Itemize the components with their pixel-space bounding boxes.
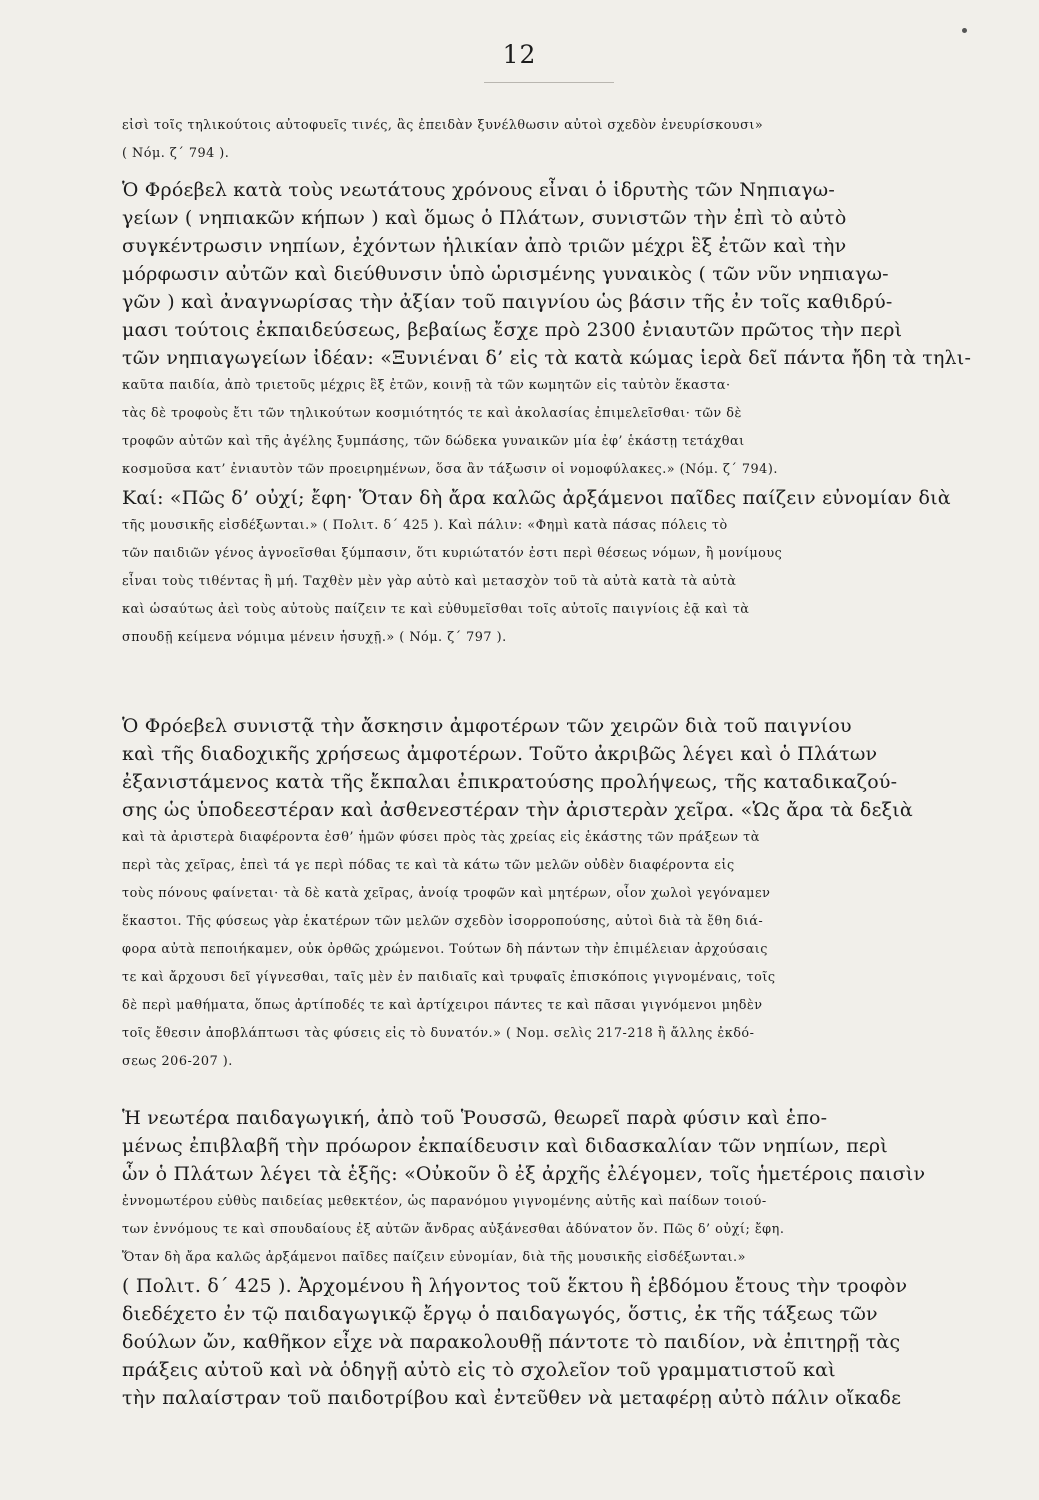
paragraph	[122, 176, 994, 652]
text-line: σπουδῇ κείμενα νόμιμα μένειν ἡσυχῇ.» ( Νόμ. ζ΄ 797 ).	[122, 630, 507, 645]
text-line: ὧν ὁ Πλάτων λέγει τὰ ἑξῆς: «Οὐκοῦν ὃ ἐξ ἀρχῆς ἐλέγομεν, τοῖς ἡμετέροις παισὶν	[122, 1163, 926, 1185]
text-line: πράξεις αὐτοῦ καὶ νὰ ὁδηγῇ αὐτὸ εἰς τὸ σχολεῖον τοῦ γραμματιστοῦ καὶ	[122, 1359, 836, 1381]
text-line: κοσμοῦσα κατ’ ἐνιαυτὸν τῶν προειρημένων, ὅσα ἂν τάξωσιν οἱ νομοφύλακες.» (Νόμ. ζ΄ 794).	[122, 462, 778, 477]
page-number: 12	[502, 40, 537, 69]
text-line: των ἐννόμους τε καὶ σπουδαίους ἐξ αὐτῶν ἄνδρας αὐξάνεσθαι ἀδύνατον ὄν. Πῶς δ’ οὐχί; ἔφη.	[122, 1222, 785, 1237]
text-line: ἐννομωτέρου εὐθὺς παιδείας μεθεκτέον, ὡς παρανόμου γιγνομένης αὐτῆς καὶ παίδων τοιού-	[122, 1194, 767, 1209]
printing-speck	[962, 28, 967, 33]
header-rule	[484, 82, 614, 83]
text-line: καὶ ὡσαύτως ἀεὶ τοὺς αὐτοὺς παίζειν τε καὶ εὐθυμεῖσθαι τοῖς αὐτοῖς παιγνίοις ἐᾷ καὶ τὰ	[122, 602, 750, 617]
text-line: ( Πολιτ. δ΄ 425 ). Ἀρχομένου ἢ λήγοντος τοῦ ἕκτου ἢ ἑβδόμου ἔτους τὴν τροφὸν	[122, 1275, 908, 1297]
text-line: τροφῶν αὐτῶν καὶ τῆς ἀγέλης ξυμπάσης, τῶν δώδεκα γυναικῶν μία ἐφ’ ἑκάστῃ τετάχθαι	[122, 434, 745, 449]
text-line: διεδέχετο ἐν τῷ παιδαγωγικῷ ἔργῳ ὁ παιδαγωγός, ὅστις, ἐκ τῆς τάξεως τῶν	[122, 1303, 878, 1325]
text-line: ἐξανιστάμενος κατὰ τῆς ἔκπαλαι ἐπικρατούσης προλήψεως, τῆς καταδικαζού-	[122, 771, 898, 793]
text-line: τῆς μουσικῆς εἰσδέξωνται.» ( Πολιτ. δ΄ 425 ). Καὶ πάλιν: «Φημὶ κατὰ πάσας πόλεις τὸ	[122, 518, 728, 533]
text-line: καὶ τὰ ἀριστερὰ διαφέροντα ἐσθ’ ἡμῶν φύσει πρὸς τὰς χρείας εἰς ἑκάστης τῶν πράξεων τὰ	[122, 830, 760, 845]
text-line: σεως 206-207 ).	[122, 1054, 233, 1069]
text-line: μόρφωσιν αὐτῶν καὶ διεύθυνσιν ὑπὸ ὡρισμένης γυναικὸς ( τῶν νῦν νηπιαγω-	[122, 263, 889, 285]
text-line: τὰς δὲ τροφοὺς ἔτι τῶν τηλικούτων κοσμιότητός τε καὶ ἀκολασίας ἐπιμελεῖσθαι· τῶν δὲ	[122, 406, 742, 421]
text-line: τῶν παιδιῶν γένος ἀγνοεῖσθαι ξύμπασιν, ὅτι κυριώτατόν ἐστι περὶ θέσεως νόμων, ἢ μονίμους	[122, 546, 783, 561]
text-line: συγκέντρωσιν νηπίων, ἐχόντων ἡλικίαν ἀπὸ τριῶν μέχρι ἓξ ἐτῶν καὶ τὴν	[122, 235, 847, 257]
text-line: εἶναι τοὺς τιθέντας ἢ μή. Ταχθὲν μὲν γὰρ αὐτὸ καὶ μετασχὸν τοῦ τὰ αὐτὰ κατὰ τὰ αὐτὰ	[122, 574, 737, 589]
text-line: ἕκαστοι. Τῆς φύσεως γὰρ ἑκατέρων τῶν μελῶν σχεδὸν ἰσορροπούσης, αὐτοὶ διὰ τὰ ἔθη διά-	[122, 914, 764, 929]
text-line: τοῖς ἔθεσιν ἀποβλάπτωσι τὰς φύσεις εἰς τὸ δυνατόν.» ( Νομ. σελὶς 217-218 ἢ ἄλλης ἐκδό-	[122, 1026, 755, 1041]
paragraph	[122, 712, 994, 1076]
text-line: Ὁ Φρόεβελ συνιστᾷ τὴν ἄσκησιν ἀμφοτέρων τῶν χειρῶν διὰ τοῦ παιγνίου	[122, 715, 852, 737]
text-line: εἰσὶ τοῖς τηλικούτοις αὐτοφυεῖς τινές, ἃς ἐπειδὰν ξυνέλθωσιν αὐτοὶ σχεδὸν ἐνευρίσκουσι»	[122, 118, 764, 133]
text-line: τὴν παλαίστραν τοῦ παιδοτρίβου καὶ ἐντεῦθεν νὰ μεταφέρῃ αὐτὸ πάλιν οἴκαδε	[122, 1387, 902, 1409]
text-line: μένως ἐπιβλαβῆ τὴν πρόωρον ἐκπαίδευσιν καὶ διδασκαλίαν τῶν νηπίων, περὶ	[122, 1135, 888, 1157]
text-line: δὲ περὶ μαθήματα, ὅπως ἀρτίποδές τε καὶ ἀρτίχειροι πάντες τε καὶ πᾶσαι γιγνόμενοι μηδὲν	[122, 998, 763, 1013]
text-line: σης ὡς ὑποδεεστέραν καὶ ἀσθενεστέραν τὴν ἀριστερὰν χεῖρα. «Ὡς ἄρα τὰ δεξιὰ	[122, 799, 913, 821]
text-line: περὶ τὰς χεῖρας, ἐπεὶ τά γε περὶ πόδας τε καὶ τὰ κάτω τῶν μελῶν οὐδὲν διαφέροντα εἰς	[122, 858, 735, 873]
text-line: καὶ τῆς διαδοχικῆς χρήσεως ἀμφοτέρων. Τοῦτο ἀκριβῶς λέγει καὶ ὁ Πλάτων	[122, 743, 878, 765]
text-line: γῶν ) καὶ ἀναγνωρίσας τὴν ἀξίαν τοῦ παιγνίου ὡς βάσιν τῆς ἐν τοῖς καθιδρύ-	[122, 291, 893, 313]
text-line: Ὁ Φρόεβελ κατὰ τοὺς νεωτάτους χρόνους εἶναι ὁ ἱδρυτὴς τῶν Νηπιαγω-	[122, 179, 835, 201]
text-line: καῦτα παιδία, ἀπὸ τριετοῦς μέχρις ἓξ ἐτῶν, κοινῇ τὰ τῶν κωμητῶν εἰς ταὐτὸν ἕκαστα·	[122, 378, 731, 393]
text-line: Ἡ νεωτέρα παιδαγωγική, ἀπὸ τοῦ Ῥουσσῶ, θεωρεῖ παρὰ φύσιν καὶ ἑπο-	[122, 1107, 828, 1129]
text-line: Ὅταν δὴ ἄρα καλῶς ἀρξάμενοι παῖδες παίζειν εὐνομίαν, διὰ τῆς μουσικῆς εἰσδέξωνται.»	[122, 1250, 746, 1265]
paragraph	[122, 112, 994, 168]
text-line: γείων ( νηπιακῶν κήπων ) καὶ ὅμως ὁ Πλάτων, συνιστῶν τὴν ἐπὶ τὸ αὐτὸ	[122, 207, 847, 229]
text-line: Καί: «Πῶς δ’ οὐχί; ἔφη· Ὅταν δὴ ἄρα καλῶς ἀρξάμενοι παῖδες παίζειν εὐνομίαν διὰ	[122, 487, 951, 509]
text-line: ( Νόμ. ζ΄ 794 ).	[122, 146, 230, 161]
text-line: μασι τούτοις ἐκπαιδεύσεως, βεβαίως ἔσχε πρὸ 2300 ἐνιαυτῶν πρῶτος τὴν περὶ	[122, 319, 903, 341]
text-line: δούλων ὤν, καθῆκον εἶχε νὰ παρακολουθῇ πάντοτε τὸ παιδίον, νὰ ἐπιτηρῇ τὰς	[122, 1331, 901, 1353]
text-line: τε καὶ ἄρχουσι δεῖ γίγνεσθαι, ταῖς μὲν ἐν παιδιαῖς καὶ τρυφαῖς ἐπισκόποις γιγνομέναις, τοῖς	[122, 970, 776, 985]
paragraph	[122, 1104, 994, 1412]
text-line: τῶν νηπιαγωγείων ἰδέαν: «Ξυνιέναι δ’ εἰς τὰ κατὰ κώμας ἱερὰ δεῖ πάντα ἤδη τὰ τηλι-	[122, 347, 972, 369]
text-line: τοὺς πόνους φαίνεται· τὰ δὲ κατὰ χεῖρας, ἀνοίᾳ τροφῶν καὶ μητέρων, οἷον χωλοὶ γεγόναμεν	[122, 886, 771, 901]
text-line: φορα αὐτὰ πεποιήκαμεν, οὐκ ὀρθῶς χρώμενοι. Τούτων δὴ πάντων τὴν ἐπιμέλειαν ἀρχούσαις	[122, 942, 768, 957]
